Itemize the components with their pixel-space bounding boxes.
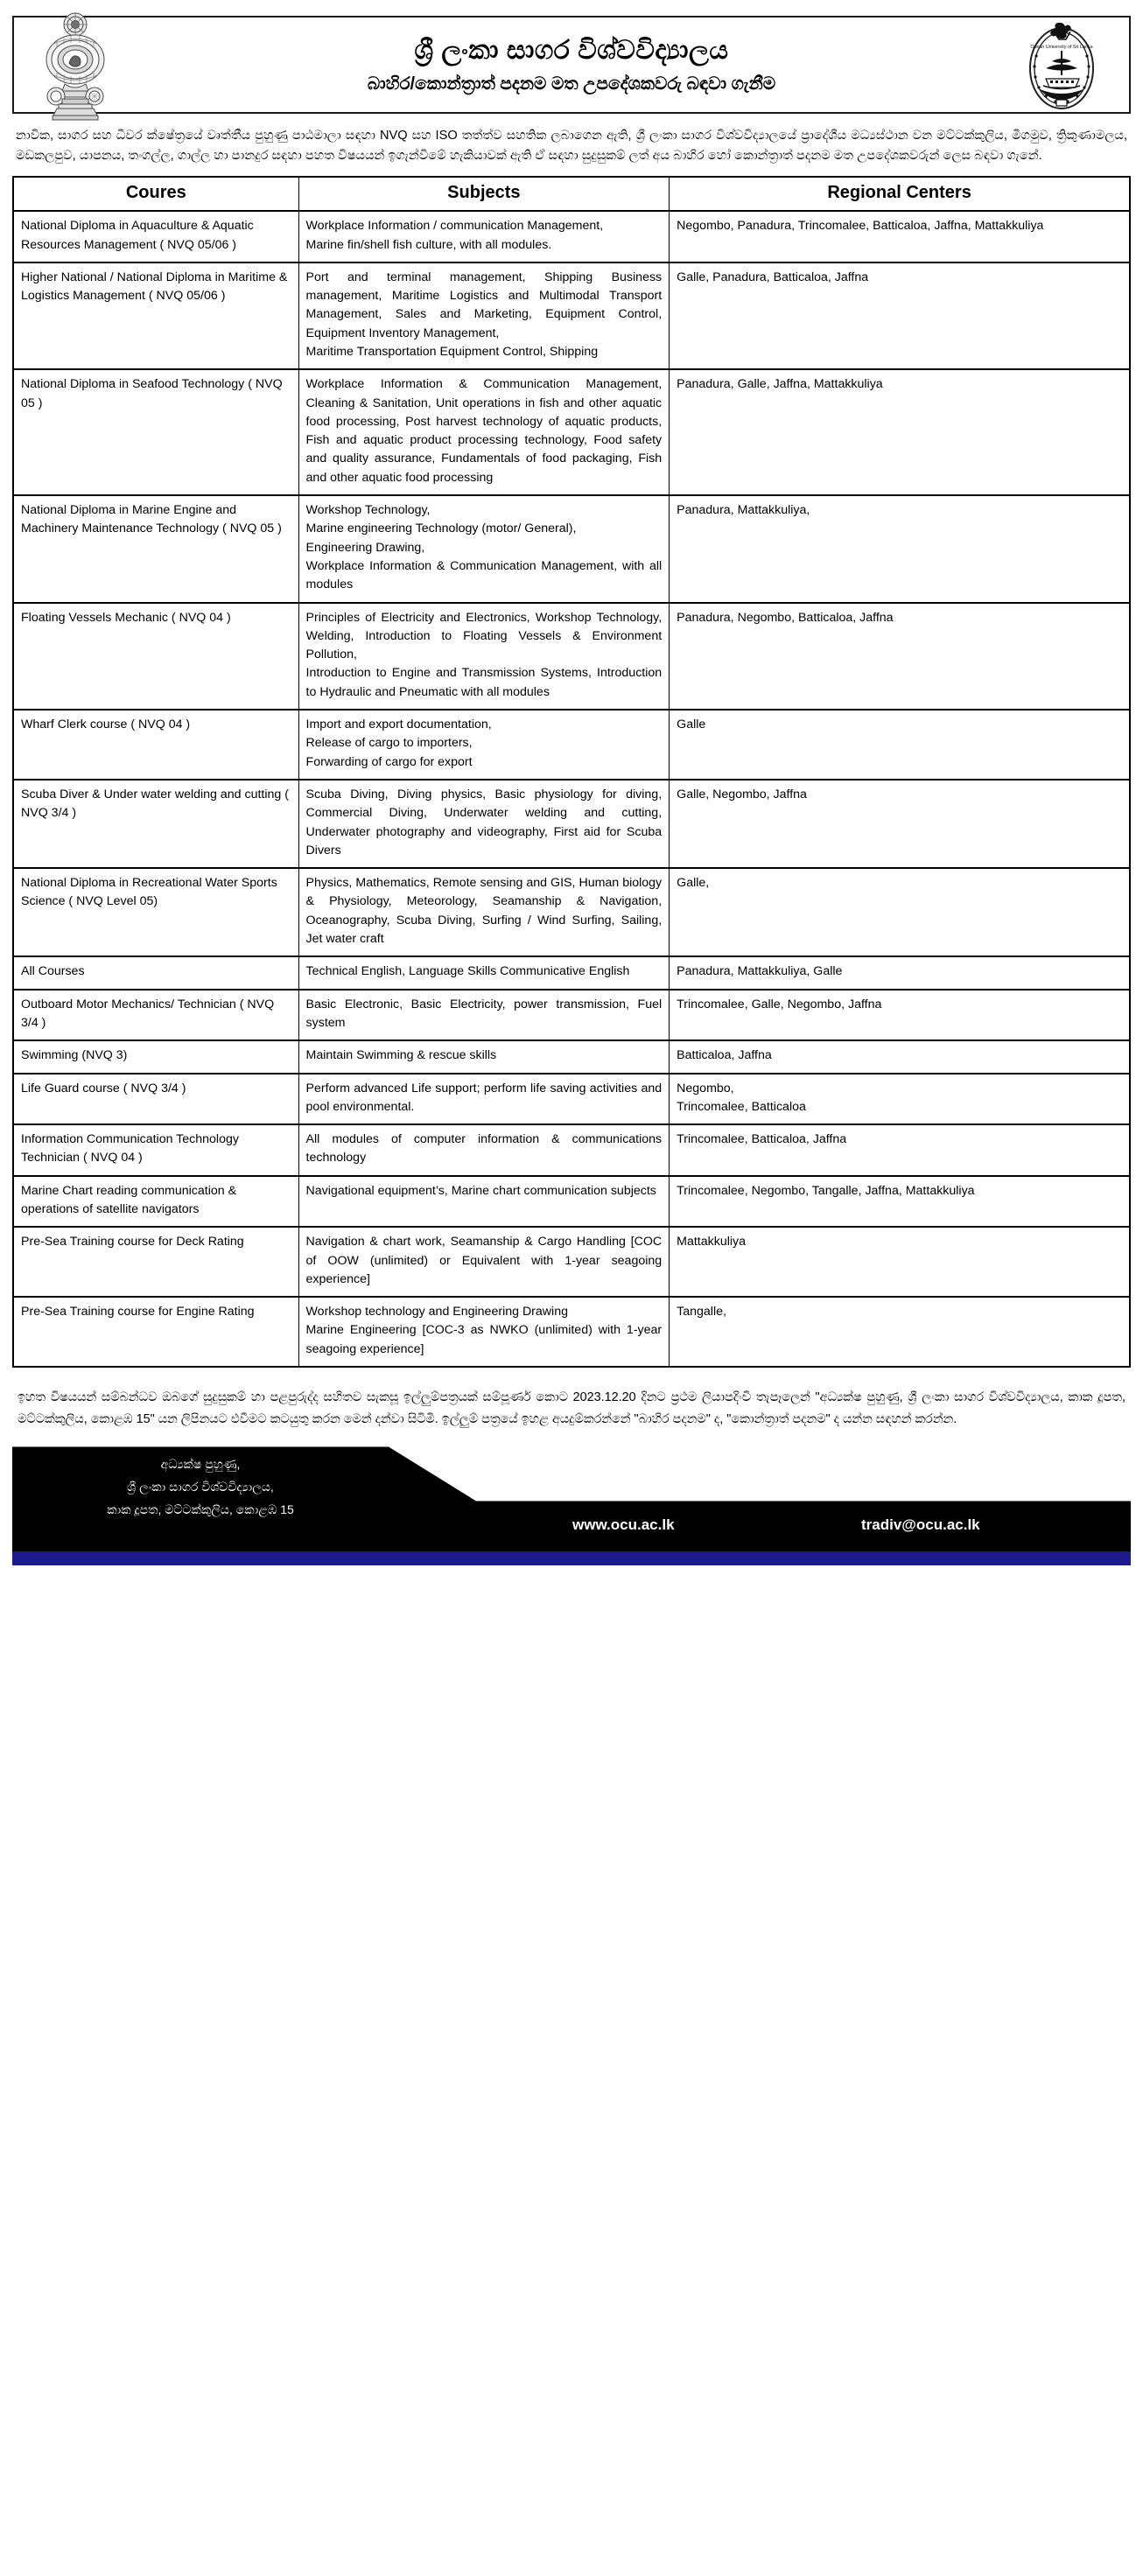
course-name: National Diploma in Aquaculture & Aquatic Resources Management ( NVQ 05/06 ) [13, 211, 298, 262]
course-subjects: Port and terminal management, Shipping Business management, Maritime Logistics and Multimodal Transport Management, Sales and Marketing, Equipment Control, Equipment Inventory Management, Maritime Transportation Equipment Control, Shipping [298, 262, 670, 369]
table-row [13, 603, 1130, 710]
course-regional-centers: Galle [670, 710, 1130, 780]
table-header-row [13, 177, 1130, 211]
svg-text:Ocean University of Sri Lanka: Ocean University of Sri Lanka [1030, 45, 1093, 50]
sri-lanka-national-emblem-icon [33, 5, 117, 121]
course-subjects: Navigational equipment’s, Marine chart communication subjects [298, 1176, 670, 1228]
course-name: National Diploma in Marine Engine and Machinery Maintenance Technology ( NVQ 05 ) [13, 495, 298, 602]
table-row [13, 780, 1130, 868]
course-regional-centers: Panadura, Galle, Jaffna, Mattakkuliya [670, 369, 1130, 495]
course-regional-centers: Negombo, Trincomalee, Batticaloa [670, 1074, 1130, 1125]
column-header-courses: Coures [13, 177, 298, 211]
course-subjects: Maintain Swimming & rescue skills [298, 1040, 670, 1073]
footer-bar [12, 1446, 1131, 1551]
table-row [13, 1124, 1130, 1176]
course-name: Higher National / National Diploma in Maritime & Logistics Management ( NVQ 05/06 ) [13, 262, 298, 369]
course-subjects: Import and export documentation, Release of cargo to importers, Forwarding of cargo for export [298, 710, 670, 780]
header-banner [12, 16, 1131, 114]
course-name: Information Communication Technology Technician ( NVQ 04 ) [13, 1124, 298, 1176]
application-instructions: ඉහත විෂයයන් සම්බන්ධව ඔබගේ සුදුසුකම් හා පළපුරුද්ද සහිතව සැකසූ ඉල්ලුම්පත්‍රයක් සම්පූර්ණ කොට 2023.12.20 දිනට ප්‍රථම ලියාපදිංචි තැපෑලෙන් "අධ්‍යක්ෂ පුහුණු, ශ්‍රී ලංකා සාගර විශ්වවිද්‍යාලය, කාක දූපත, මට්ටක්කුලිය, කොළඹ 15" යන ලිපිනයට එවීමට කටයුතු කරන මෙන් දන්වා සිටිමි. ඉල්ලුම් පත්‍රයේ ඉහළ අයදුම්කරන්නේ "බාහිර පදනම" ද, "කොන්ත්‍රාත් පදනම" ද යන්න සඳහන් කරන්න. [18, 1390, 1125, 1427]
course-regional-centers: Negombo, Panadura, Trincomalee, Batticaloa, Jaffna, Mattakkuliya [670, 211, 1130, 262]
course-regional-centers: Panadura, Mattakkuliya, [670, 495, 1130, 602]
course-name: Outboard Motor Mechanics/ Technician ( NVQ 3/4 ) [13, 990, 298, 1041]
course-regional-centers: Trincomalee, Galle, Negombo, Jaffna [670, 990, 1130, 1041]
email-link[interactable]: tradiv@ocu.ac.lk [861, 1516, 980, 1534]
intro-paragraph: නාවික, සාගර සහ ධීවර ක්ෂේත්‍රයේ වෘත්තීය පුහුණු පාඨමාලා සඳහා NVQ සහ ISO තත්ත්ව සහතික ලබාගෙන ඇති, ශ්‍රී ලංකා සාගර විශ්වවිද්‍යාලයේ ප්‍රාදේශීය මධ්‍යස්ථාන වන මට්ටක්කුලිය, මීගමුව, ත්‍රිකුණාමලය, මඩකලපුව, යාපනය, තංගල්ල, ගාල්ල හා පානදුර සඳහා පහත විෂයයන් ඉගැන්වීමේ හැකියාවක් ඇති ඒ සඳහා සුදුසුකම් ලත් අය බාහිර හෝ කොන්ත්‍රාත් පදනම මත උපදේශකවරුන් ලෙස බඳවා ගැනේ. [16, 129, 1127, 163]
course-regional-centers: Trincomalee, Batticaloa, Jaffna [670, 1124, 1130, 1176]
course-regional-centers: Panadura, Mattakkuliya, Galle [670, 956, 1130, 989]
course-subjects: Workplace Information / communication Management, Marine fin/shell fish culture, with all modules. [298, 211, 670, 262]
courses-table-body [13, 211, 1130, 1367]
course-regional-centers: Panadura, Negombo, Batticaloa, Jaffna [670, 603, 1130, 710]
course-name: Scuba Diver & Under water welding and cutting ( NVQ 3/4 ) [13, 780, 298, 868]
table-row [13, 1074, 1130, 1125]
column-header-regional-centers: Regional Centers [670, 177, 1130, 211]
table-row [13, 369, 1130, 495]
course-regional-centers: Galle, Panadura, Batticaloa, Jaffna [670, 262, 1130, 369]
course-name: Swimming (NVQ 3) [13, 1040, 298, 1073]
table-row [13, 956, 1130, 989]
table-row [13, 211, 1130, 262]
footer-address-line-3: කාක දූපත, මට්ටක්කුලිය, කොළඹ 15 [107, 1502, 294, 1517]
footer-address-line-1: අධ්‍යක්ෂ පුහුණු, [160, 1457, 241, 1472]
course-name: Marine Chart reading communication & operations of satellite navigators [13, 1176, 298, 1228]
course-regional-centers: Galle, Negombo, Jaffna [670, 780, 1130, 868]
course-name: Pre-Sea Training course for Engine Rating [13, 1297, 298, 1367]
courses-table [12, 176, 1131, 1368]
course-regional-centers: Batticaloa, Jaffna [670, 1040, 1130, 1073]
course-subjects: Workplace Information & Communication Management, Cleaning & Sanitation, Unit operations in fish and other aquatic food processing, Post harvest technology of aquatic products, Fish and aquatic product processing technology, Food safety and quality assurance, Fundamentals of food packaging, Fish and other aquatic food processing [298, 369, 670, 495]
course-name: Life Guard course ( NVQ 3/4 ) [13, 1074, 298, 1125]
course-name: National Diploma in Recreational Water Sports Science ( NVQ Level 05) [13, 868, 298, 956]
website-link[interactable]: www.ocu.ac.lk [572, 1516, 675, 1534]
course-subjects: Workshop technology and Engineering Drawing Marine Engineering [COC-3 as NWKO (unlimited) with 1-year seagoing experience] [298, 1297, 670, 1367]
course-subjects: Physics, Mathematics, Remote sensing and GIS, Human biology & Physiology, Meteorology, Seamanship & Navigation, Oceanography, Scuba Diving, Surfing / Wind Surfing, Sailing, Jet water craft [298, 868, 670, 956]
course-name: Wharf Clerk course ( NVQ 04 ) [13, 710, 298, 780]
table-row [13, 262, 1130, 369]
table-row [13, 990, 1130, 1041]
ocean-university-logo-icon [1017, 21, 1106, 112]
table-row [13, 1040, 1130, 1073]
table-row [13, 1227, 1130, 1297]
table-row [13, 1176, 1130, 1228]
course-subjects: All modules of computer information & communications technology [298, 1124, 670, 1176]
course-name: National Diploma in Seafood Technology ( NVQ 05 ) [13, 369, 298, 495]
course-subjects: Basic Electronic, Basic Electricity, power transmission, Fuel system [298, 990, 670, 1041]
footer-address [12, 1453, 389, 1522]
header-titles [368, 34, 775, 95]
table-row [13, 710, 1130, 780]
course-regional-centers: Mattakkuliya [670, 1227, 1130, 1297]
course-regional-centers: Trincomalee, Negombo, Tangalle, Jaffna, Mattakkuliya [670, 1176, 1130, 1228]
course-subjects: Scuba Diving, Diving physics, Basic physiology for diving, Commercial Diving, Underwater welding and cutting, Underwater photography and videography, First aid for Scuba Divers [298, 780, 670, 868]
page-subtitle: බාහිර/කොන්ත්‍රාත් පදනම මත උපදේශකවරු බඳවා ගැනීම [367, 74, 776, 94]
course-subjects: Navigation & chart work, Seamanship & Cargo Handling [COC of OOW (unlimited) or Equivalent with 1-year seagoing experience] [298, 1227, 670, 1297]
course-subjects: Technical English, Language Skills Communicative English [298, 956, 670, 989]
footer-address-line-2: ශ්‍රී ලංකා සාගර විශ්වවිද්‍යාලය, [127, 1480, 274, 1494]
course-name: All Courses [13, 956, 298, 989]
course-subjects: Principles of Electricity and Electronics, Workshop Technology, Welding, Introduction to Floating Vessels & Environment Pollution, Introduction to Engine and Transmission Systems, Introduction to Hydraulic and Pneumatic with all modules [298, 603, 670, 710]
table-row [13, 868, 1130, 956]
column-header-subjects: Subjects [298, 177, 670, 211]
course-subjects: Workshop Technology, Marine engineering Technology (motor/ General), Engineering Drawing, Workplace Information & Communication Management, with all modules [298, 495, 670, 602]
course-subjects: Perform advanced Life support; perform life saving activities and pool environmental. [298, 1074, 670, 1125]
course-regional-centers: Galle, [670, 868, 1130, 956]
page-title: ශ්‍රී ලංකා සාගර විශ්වවිද්‍යාලය [414, 36, 729, 66]
course-name: Floating Vessels Mechanic ( NVQ 04 ) [13, 603, 298, 710]
footer-color-strip [12, 1551, 1131, 1565]
course-regional-centers: Tangalle, [670, 1297, 1130, 1367]
table-row [13, 1297, 1130, 1367]
course-name: Pre-Sea Training course for Deck Rating [13, 1227, 298, 1297]
table-row [13, 495, 1130, 602]
